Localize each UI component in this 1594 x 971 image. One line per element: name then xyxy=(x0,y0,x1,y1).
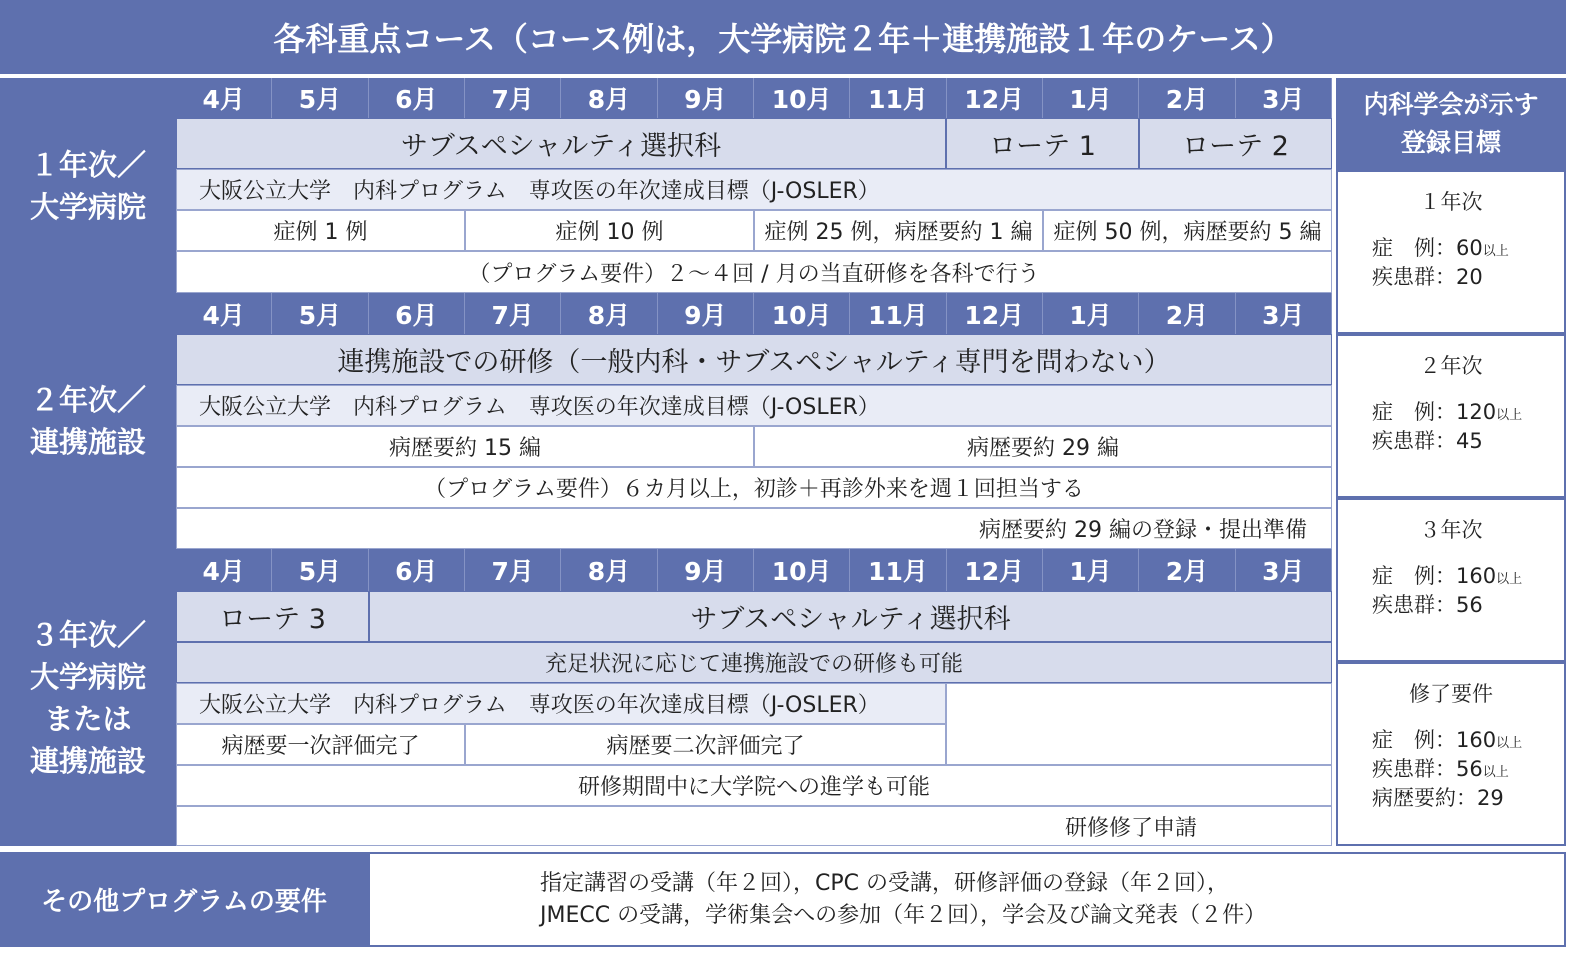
month-header-cell: 6月 xyxy=(369,293,465,334)
month-header-cell: 12月 xyxy=(947,78,1043,118)
year1-milestone-2: 症例 10 例 xyxy=(465,210,754,251)
month-header-cell: 11月 xyxy=(850,78,946,118)
goals-header-line2: 登録目標 xyxy=(1400,128,1501,157)
goals-header xyxy=(1336,78,1566,170)
other-label: その他プログラムの要件 xyxy=(0,852,368,947)
year2-month-header xyxy=(176,293,1332,334)
year1-milestone-3: 症例 25 例，病歴要約 1 編 xyxy=(754,210,1043,251)
year3-band: 充足状況に応じて連携施設での研修も可能 xyxy=(176,642,1332,683)
year2-label-line2: 連携施設 xyxy=(29,425,146,459)
goal-completion-title: 修了要件 xyxy=(1409,682,1493,706)
year2-rotation: 連携施設での研修（一般内科・サブスペシャルティ専門を問わない） xyxy=(176,334,1332,385)
other-line-1: 指定講習の受講（年２回），CPC の受講，研修評価の登録（年２回）， xyxy=(540,870,1229,896)
year1-label-line1: １年次／ xyxy=(29,147,146,182)
year1-label xyxy=(0,78,176,293)
month-header-cell: 8月 xyxy=(561,78,657,118)
month-header-cell: 6月 xyxy=(369,549,465,591)
goal-section-year1 xyxy=(1336,170,1566,334)
year1-label-line2: 大学病院 xyxy=(29,189,146,224)
year1-rotation-rote2: ローテ 2 xyxy=(1139,118,1332,169)
month-header-cell: 2月 xyxy=(1139,293,1235,334)
goal-section-year2 xyxy=(1336,334,1566,498)
year3-label-line3: または xyxy=(44,701,132,736)
month-header-cell: 5月 xyxy=(272,293,368,334)
month-header-cell: 12月 xyxy=(947,549,1043,591)
month-header-cell: 11月 xyxy=(850,549,946,591)
goals-header-line1: 内科学会が示す xyxy=(1363,90,1539,119)
year2-milestone-2: 病歴要約 29 編 xyxy=(754,426,1332,467)
year2-goal-header: 大阪公立大学 内科プログラム 専攻医の年次達成目標（J-OSLER） xyxy=(176,385,1332,426)
goal-year2-title: ２年次 xyxy=(1419,354,1483,378)
month-header-cell: 7月 xyxy=(465,293,561,334)
month-header-cell: 12月 xyxy=(947,293,1043,334)
month-header-cell: 2月 xyxy=(1139,78,1235,118)
year1-requirement: （プログラム要件）２～４回 / 月の当直研修を各科で行う xyxy=(176,251,1332,293)
month-header-cell: 1月 xyxy=(1043,549,1139,591)
month-header-cell: 3月 xyxy=(1236,549,1332,591)
month-header-cell: 9月 xyxy=(658,549,754,591)
year2-note: 病歴要約 29 編の登録・提出準備 xyxy=(176,508,1332,549)
year3-label-line2: 大学病院 xyxy=(29,659,146,694)
goal-completion-line1: 症 例：160以上 xyxy=(1372,728,1523,752)
goal-completion-line3: 病歴要約：29 xyxy=(1372,786,1504,810)
title-text: 各科重点コース（コース例は，大学病院２年＋連携施設１年のケース） xyxy=(273,20,1293,58)
month-header-cell: 3月 xyxy=(1236,293,1332,334)
year3-goal-blank xyxy=(946,683,1332,765)
year2-requirement: （プログラム要件）６カ月以上，初診＋再診外来を週１回担当する xyxy=(176,467,1332,508)
year2-label-line1: ２年次／ xyxy=(29,383,146,417)
year3-label-line4: 連携施設 xyxy=(29,743,146,778)
goal-year2-line1: 症 例：120以上 xyxy=(1372,400,1523,424)
year1-rotation-subspecialty: サブスペシャルティ選択科 xyxy=(176,118,946,169)
goal-year3-line1: 症 例：160以上 xyxy=(1372,564,1523,588)
month-header-cell: 1月 xyxy=(1043,293,1139,334)
goal-year1-line1: 症 例：60以上 xyxy=(1372,236,1509,260)
year3-milestone-1: 病歴要一次評価完了 xyxy=(176,724,465,765)
goal-year3-line2: 疾患群：56 xyxy=(1372,593,1483,617)
month-header-cell: 9月 xyxy=(658,78,754,118)
month-header-cell: 10月 xyxy=(754,78,850,118)
month-header-cell: 10月 xyxy=(754,549,850,591)
month-header-cell: 7月 xyxy=(465,549,561,591)
goal-year2-line2: 疾患群：45 xyxy=(1372,429,1483,453)
year3-milestone-2: 病歴要二次評価完了 xyxy=(465,724,946,765)
month-header-cell: 10月 xyxy=(754,293,850,334)
year1-milestone-4: 症例 50 例，病歴要約 5 編 xyxy=(1043,210,1332,251)
year3-goal-header: 大阪公立大学 内科プログラム 専攻医の年次達成目標（J-OSLER） xyxy=(176,683,946,724)
month-header-cell: 8月 xyxy=(561,293,657,334)
goal-year1-title: １年次 xyxy=(1419,190,1483,214)
other-content xyxy=(368,852,1566,947)
month-header-cell: 7月 xyxy=(465,78,561,118)
goal-section-completion xyxy=(1336,662,1566,846)
month-header-cell: 8月 xyxy=(561,549,657,591)
month-header-cell: 5月 xyxy=(272,549,368,591)
month-header-cell: 5月 xyxy=(272,78,368,118)
year3-note-2: 研修修了申請 xyxy=(176,806,1332,846)
year3-note-1: 研修期間中に大学院への進学も可能 xyxy=(176,765,1332,806)
year1-rotation-rote1: ローテ 1 xyxy=(946,118,1139,169)
year1-month-header xyxy=(176,78,1332,118)
goal-section-year3 xyxy=(1336,498,1566,662)
month-header-cell: 2月 xyxy=(1139,549,1235,591)
page-title xyxy=(0,0,1566,74)
month-header-cell: 9月 xyxy=(658,293,754,334)
month-header-cell: 4月 xyxy=(176,549,272,591)
goal-year1-line2: 疾患群：20 xyxy=(1372,265,1483,289)
other-line-2: JMECC の受講，学術集会への参加（年２回），学会及び論文発表（２件） xyxy=(540,902,1267,928)
month-header-cell: 4月 xyxy=(176,293,272,334)
year2-milestone-1: 病歴要約 15 編 xyxy=(176,426,754,467)
year3-month-header xyxy=(176,549,1332,591)
year2-label xyxy=(0,293,176,549)
month-header-cell: 1月 xyxy=(1043,78,1139,118)
month-header-cell: 11月 xyxy=(850,293,946,334)
year3-label xyxy=(0,549,176,846)
year3-rotation-rote3: ローテ 3 xyxy=(176,591,369,642)
month-header-cell: 3月 xyxy=(1236,78,1332,118)
year3-label-line1: ３年次／ xyxy=(29,617,146,652)
goal-completion-line2: 疾患群：56以上 xyxy=(1372,757,1509,781)
goal-year3-title: ３年次 xyxy=(1419,518,1483,542)
year3-rotation-subspecialty: サブスペシャルティ選択科 xyxy=(369,591,1332,642)
year1-goal-header: 大阪公立大学 内科プログラム 専攻医の年次達成目標（J-OSLER） xyxy=(176,169,1332,210)
month-header-cell: 4月 xyxy=(176,78,272,118)
month-header-cell: 6月 xyxy=(369,78,465,118)
year1-milestone-1: 症例 1 例 xyxy=(176,210,465,251)
